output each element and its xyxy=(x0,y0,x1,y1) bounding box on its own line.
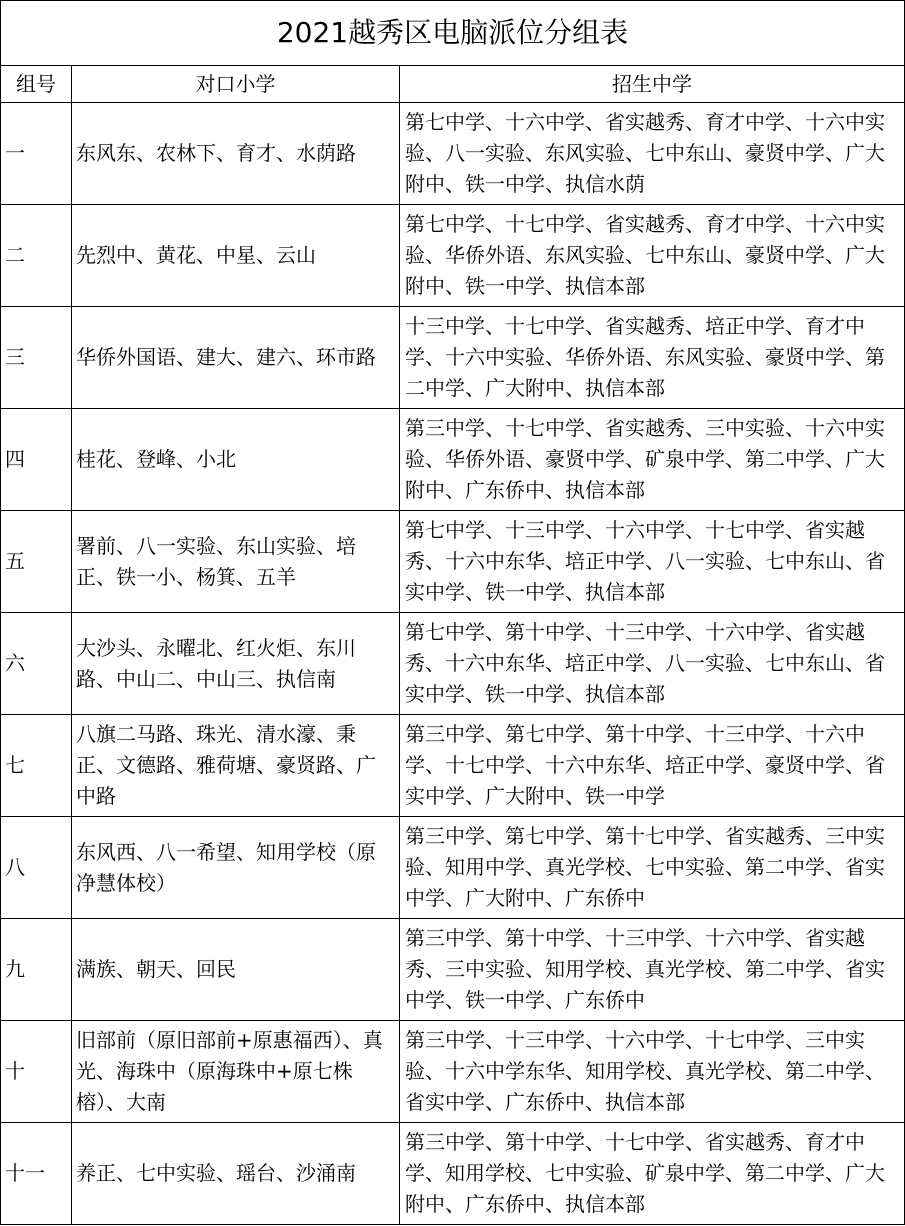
table-row xyxy=(1,511,905,613)
primary-schools-cell: 桂花、登峰、小北 xyxy=(72,409,400,511)
group-number-cell: 三 xyxy=(1,307,72,409)
middle-schools-cell: 第三中学、第七中学、第十七中学、省实越秀、三中实验、知用中学、真光学校、七中实验、第二中学、省实中学、广大附中、广东侨中 xyxy=(400,817,905,919)
middle-schools-cell: 第七中学、十三中学、十六中学、十七中学、省实越秀、十六中东华、培正中学、八一实验、七中东山、省实中学、铁一中学、执信本部 xyxy=(400,511,905,613)
header-group: 组号 xyxy=(1,66,72,103)
table-row xyxy=(1,205,905,307)
header-middle-schools: 招生中学 xyxy=(400,66,905,103)
primary-schools-cell: 大沙头、永曜北、红火炬、东川路、中山二、中山三、执信南 xyxy=(72,613,400,715)
middle-schools-cell: 第三中学、第十中学、十三中学、十六中学、省实越秀、三中实验、知用学校、真光学校、第二中学、省实中学、铁一中学、广东侨中 xyxy=(400,919,905,1021)
middle-schools-cell: 第七中学、第十中学、十三中学、十六中学、省实越秀、十六中东华、培正中学、八一实验、七中东山、省实中学、铁一中学、执信本部 xyxy=(400,613,905,715)
primary-schools-cell: 先烈中、黄花、中星、云山 xyxy=(72,205,400,307)
primary-schools-cell: 旧部前（原旧部前+原惠福西）、真光、海珠中（原海珠中+原七株榕）、大南 xyxy=(72,1021,400,1123)
primary-schools-cell: 东风西、八一希望、知用学校（原净慧体校） xyxy=(72,817,400,919)
table-row xyxy=(1,1021,905,1123)
table-row xyxy=(1,613,905,715)
group-number-cell: 四 xyxy=(1,409,72,511)
group-number-cell: 十 xyxy=(1,1021,72,1123)
group-number-cell: 九 xyxy=(1,919,72,1021)
group-number-cell: 五 xyxy=(1,511,72,613)
middle-schools-cell: 第三中学、十七中学、省实越秀、三中实验、十六中实验、华侨外语、豪贤中学、矿泉中学、第二中学、广大附中、广东侨中、执信本部 xyxy=(400,409,905,511)
table-row xyxy=(1,919,905,1021)
primary-schools-cell: 署前、八一实验、东山实验、培正、铁一小、杨箕、五羊 xyxy=(72,511,400,613)
table-row xyxy=(1,307,905,409)
table-row xyxy=(1,715,905,817)
primary-schools-cell: 东风东、农林下、育才、水荫路 xyxy=(72,103,400,205)
middle-schools-cell: 第七中学、十七中学、省实越秀、育才中学、十六中实验、华侨外语、东风实验、七中东山、豪贤中学、广大附中、铁一中学、执信本部 xyxy=(400,205,905,307)
primary-schools-cell: 满族、朝天、回民 xyxy=(72,919,400,1021)
group-number-cell: 七 xyxy=(1,715,72,817)
table-title: 2021越秀区电脑派位分组表 xyxy=(1,1,905,66)
table-row xyxy=(1,409,905,511)
middle-schools-cell: 第三中学、第七中学、第十中学、十三中学、十六中学、十七中学、十六中东华、培正中学、豪贤中学、省实中学、广大附中、铁一中学 xyxy=(400,715,905,817)
primary-schools-cell: 八旗二马路、珠光、清水濠、秉正、文德路、雅荷塘、豪贤路、广中路 xyxy=(72,715,400,817)
table-body xyxy=(1,1,905,1225)
primary-schools-cell: 华侨外国语、建大、建六、环市路 xyxy=(72,307,400,409)
table-row xyxy=(1,103,905,205)
table-row xyxy=(1,817,905,919)
middle-schools-cell: 第三中学、十三中学、十六中学、十七中学、三中实验、十六中学东华、知用学校、真光学校、第二中学、省实中学、广东侨中、执信本部 xyxy=(400,1021,905,1123)
table-row xyxy=(1,1123,905,1225)
group-number-cell: 八 xyxy=(1,817,72,919)
header-row xyxy=(1,66,905,103)
group-number-cell: 一 xyxy=(1,103,72,205)
group-number-cell: 二 xyxy=(1,205,72,307)
primary-schools-cell: 养正、七中实验、瑶台、沙涌南 xyxy=(72,1123,400,1225)
middle-schools-cell: 第七中学、十六中学、省实越秀、育才中学、十六中实验、八一实验、东风实验、七中东山、豪贤中学、广大附中、铁一中学、执信水荫 xyxy=(400,103,905,205)
header-primary-schools: 对口小学 xyxy=(72,66,400,103)
title-row xyxy=(1,1,905,66)
group-number-cell: 六 xyxy=(1,613,72,715)
middle-schools-cell: 第三中学、第十中学、十七中学、省实越秀、育才中学、知用学校、七中实验、矿泉中学、第二中学、广大附中、广东侨中、执信本部 xyxy=(400,1123,905,1225)
middle-schools-cell: 十三中学、十七中学、省实越秀、培正中学、育才中学、十六中实验、华侨外语、东风实验、豪贤中学、第二中学、广大附中、执信本部 xyxy=(400,307,905,409)
group-number-cell: 十一 xyxy=(1,1123,72,1225)
